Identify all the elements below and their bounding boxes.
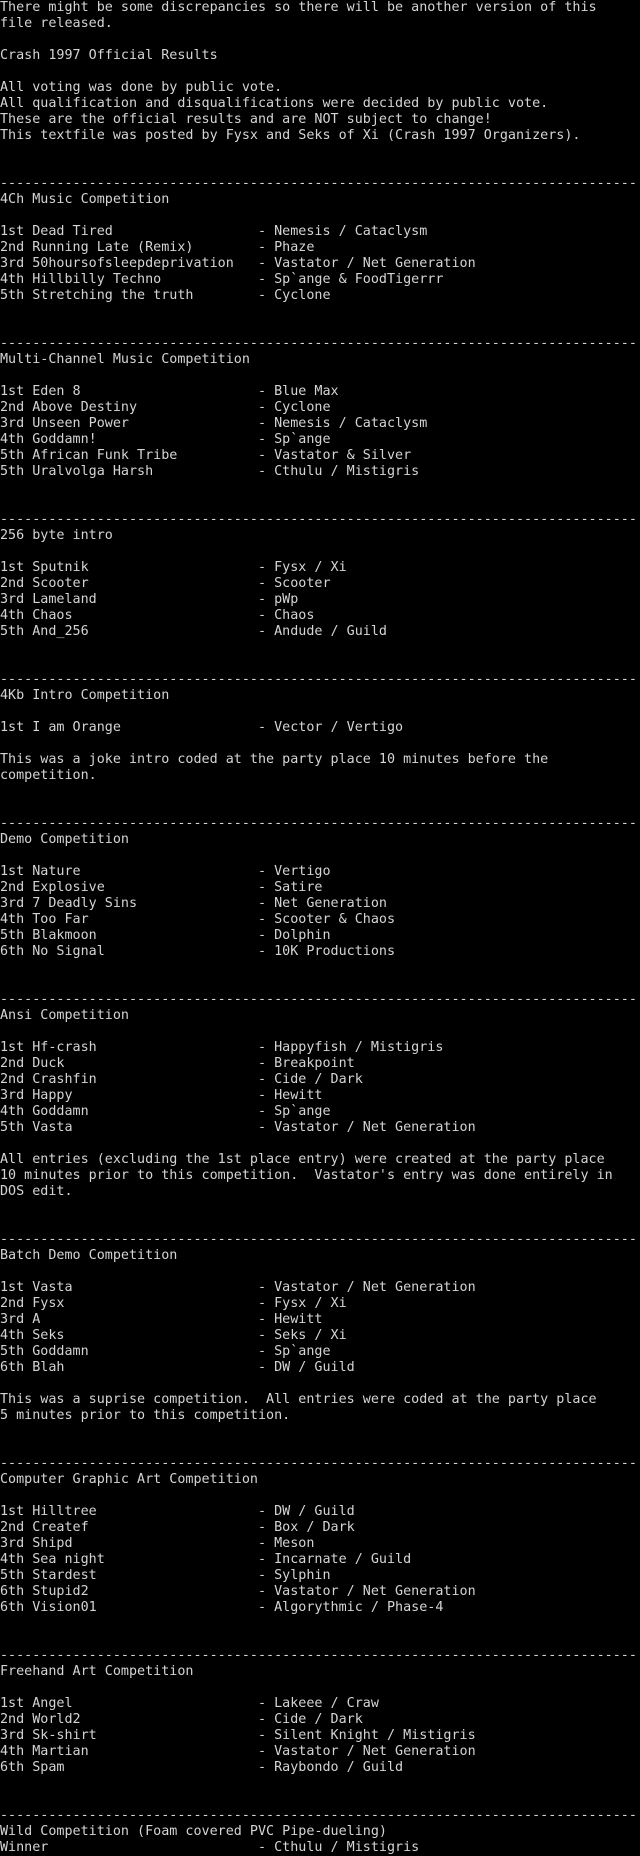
text-line: 4th Hillbilly Techno - Sp`ange & FoodTigerrr: [0, 272, 444, 287]
text-line: 1st Nature - Vertigo: [0, 864, 331, 879]
section-divider: -------------------------------------------------------------------------------: [0, 992, 637, 1007]
text-line: 4Ch Music Competition: [0, 192, 170, 207]
text-line: 2nd Above Destiny - Cyclone: [0, 400, 331, 415]
text-line: These are the official results and are NOT subject to change!: [0, 112, 492, 127]
text-line: 1st Hf-crash - Happyfish / Mistigris: [0, 1040, 444, 1055]
text-line: 5th Uralvolga Harsh - Cthulu / Mistigris: [0, 464, 420, 479]
text-line: 5th Blakmoon - Dolphin: [0, 928, 331, 943]
blank-line: [0, 736, 640, 752]
text-line: Winner - Cthulu / Mistigris: [0, 1840, 420, 1855]
blank-line: [0, 976, 640, 992]
text-line: 4Kb Intro Competition: [0, 688, 170, 703]
text-line: 1st Dead Tired - Nemesis / Cataclysm: [0, 224, 428, 239]
section-divider: -------------------------------------------------------------------------------: [0, 336, 637, 351]
section-divider: -------------------------------------------------------------------------------: [0, 1456, 637, 1471]
text-line: All qualification and disqualifications were decided by public vote.: [0, 96, 549, 111]
text-line: 3rd Happy - Hewitt: [0, 1088, 323, 1103]
text-line: 2nd Createf - Box / Dark: [0, 1520, 355, 1535]
blank-line: [0, 1200, 640, 1216]
blank-line: [0, 304, 640, 320]
blank-line: [0, 1792, 640, 1808]
text-line: DOS edit.: [0, 1184, 73, 1199]
text-line: All entries (excluding the 1st place entry) were created at the party place: [0, 1152, 605, 1167]
text-line: 3rd 50hoursofsleepdeprivation - Vastator / Net Generation: [0, 256, 476, 271]
text-line: 6th Spam - Raybondo / Guild: [0, 1760, 404, 1775]
blank-line: [0, 1440, 640, 1456]
text-line: 3rd 7 Deadly Sins - Net Generation: [0, 896, 387, 911]
text-line: 6th Blah - DW / Guild: [0, 1360, 355, 1375]
blank-line: [0, 496, 640, 512]
text-line: file released.: [0, 16, 113, 31]
text-line: 2nd Fysx - Fysx / Xi: [0, 1296, 347, 1311]
text-line: 4th Goddamn! - Sp`ange: [0, 432, 331, 447]
blank-line: [0, 1680, 640, 1696]
text-line: 2nd Crashfin - Cide / Dark: [0, 1072, 363, 1087]
section-divider: -------------------------------------------------------------------------------: [0, 816, 637, 831]
blank-line: [0, 848, 640, 864]
text-line: competition.: [0, 768, 97, 783]
text-line: This was a joke intro coded at the party place 10 minutes before the: [0, 752, 549, 767]
text-line: Freehand Art Competition: [0, 1664, 194, 1679]
blank-line: [0, 960, 640, 976]
text-line: There might be some discrepancies so there will be another version of this: [0, 0, 597, 15]
text-line: 1st Vasta - Vastator / Net Generation: [0, 1280, 476, 1295]
text-line: 4th Too Far - Scooter & Chaos: [0, 912, 396, 927]
text-line: 1st Hilltree - DW / Guild: [0, 1504, 355, 1519]
text-line: 5th African Funk Tribe - Vastator & Silver: [0, 448, 412, 463]
text-line: 3rd Shipd - Meson: [0, 1536, 315, 1551]
blank-line: [0, 1776, 640, 1792]
text-line: 5th And_256 - Andude / Guild: [0, 624, 387, 639]
text-line: 4th Chaos - Chaos: [0, 608, 315, 623]
blank-line: [0, 1632, 640, 1648]
text-line: Crash 1997 Official Results: [0, 48, 218, 63]
blank-line: [0, 144, 640, 160]
blank-line: [0, 1616, 640, 1632]
text-line: 3rd Sk-shirt - Silent Knight / Mistigris: [0, 1728, 476, 1743]
text-line: 3rd Unseen Power - Nemesis / Cataclysm: [0, 416, 428, 431]
text-line: This textfile was posted by Fysx and Seks of Xi (Crash 1997 Organizers).: [0, 128, 581, 143]
text-line: 1st I am Orange - Vector / Vertigo: [0, 720, 404, 735]
blank-line: [0, 1216, 640, 1232]
blank-line: [0, 544, 640, 560]
text-line: 3rd Lameland - pWp: [0, 592, 299, 607]
blank-line: [0, 208, 640, 224]
text-line: All voting was done by public vote.: [0, 80, 283, 95]
blank-line: [0, 784, 640, 800]
text-line: 1st Sputnik - Fysx / Xi: [0, 560, 347, 575]
blank-line: [0, 480, 640, 496]
text-line: 2nd Duck - Breakpoint: [0, 1056, 355, 1071]
blank-line: [0, 656, 640, 672]
text-line: Computer Graphic Art Competition: [0, 1472, 258, 1487]
section-divider: -------------------------------------------------------------------------------: [0, 176, 637, 191]
blank-line: [0, 1424, 640, 1440]
blank-line: [0, 1488, 640, 1504]
text-line: 4th Sea night - Incarnate / Guild: [0, 1552, 412, 1567]
blank-line: [0, 32, 640, 48]
blank-line: [0, 320, 640, 336]
blank-line: [0, 1264, 640, 1280]
blank-line: [0, 640, 640, 656]
section-divider: -------------------------------------------------------------------------------: [0, 672, 637, 687]
section-divider: -------------------------------------------------------------------------------: [0, 1808, 637, 1823]
text-line: Wild Competition (Foam covered PVC Pipe-dueling): [0, 1824, 387, 1839]
text-line: 5th Goddamn - Sp`ange: [0, 1344, 331, 1359]
text-line: 5th Vasta - Vastator / Net Generation: [0, 1120, 476, 1135]
text-line: 5th Stardest - Sylphin: [0, 1568, 331, 1583]
text-line: 3rd A - Hewitt: [0, 1312, 323, 1327]
text-line: 6th Stupid2 - Vastator / Net Generation: [0, 1584, 476, 1599]
text-line: 6th Vision01 - Algorythmic / Phase-4: [0, 1600, 444, 1615]
text-line: 2nd Explosive - Satire: [0, 880, 323, 895]
text-line: Batch Demo Competition: [0, 1248, 178, 1263]
blank-line: [0, 1376, 640, 1392]
text-line: 5th Stretching the truth - Cyclone: [0, 288, 331, 303]
blank-line: [0, 800, 640, 816]
blank-line: [0, 1136, 640, 1152]
text-line: This was a suprise competition. All entries were coded at the party place: [0, 1392, 597, 1407]
text-line: 1st Eden 8 - Blue Max: [0, 384, 339, 399]
blank-line: [0, 1024, 640, 1040]
text-line: 4th Seks - Seks / Xi: [0, 1328, 347, 1343]
text-line: 5 minutes prior to this competition.: [0, 1408, 291, 1423]
text-line: 6th No Signal - 10K Productions: [0, 944, 396, 959]
blank-line: [0, 368, 640, 384]
text-line: 256 byte intro: [0, 528, 113, 543]
text-line: 2nd Scooter - Scooter: [0, 576, 331, 591]
text-line: 4th Goddamn - Sp`ange: [0, 1104, 331, 1119]
text-line: 10 minutes prior to this competition. Vastator's entry was done entirely in: [0, 1168, 613, 1183]
text-line: Ansi Competition: [0, 1008, 129, 1023]
blank-line: [0, 704, 640, 720]
section-divider: -------------------------------------------------------------------------------: [0, 512, 637, 527]
text-line: Multi-Channel Music Competition: [0, 352, 250, 367]
text-line: 2nd Running Late (Remix) - Phaze: [0, 240, 315, 255]
section-divider: -------------------------------------------------------------------------------: [0, 1232, 637, 1247]
text-line: Demo Competition: [0, 832, 129, 847]
text-line: 4th Martian - Vastator / Net Generation: [0, 1744, 476, 1759]
blank-line: [0, 160, 640, 176]
blank-line: [0, 64, 640, 80]
text-line: 1st Angel - Lakeee / Craw: [0, 1696, 379, 1711]
text-line: 2nd World2 - Cide / Dark: [0, 1712, 363, 1727]
section-divider: -------------------------------------------------------------------------------: [0, 1648, 637, 1663]
